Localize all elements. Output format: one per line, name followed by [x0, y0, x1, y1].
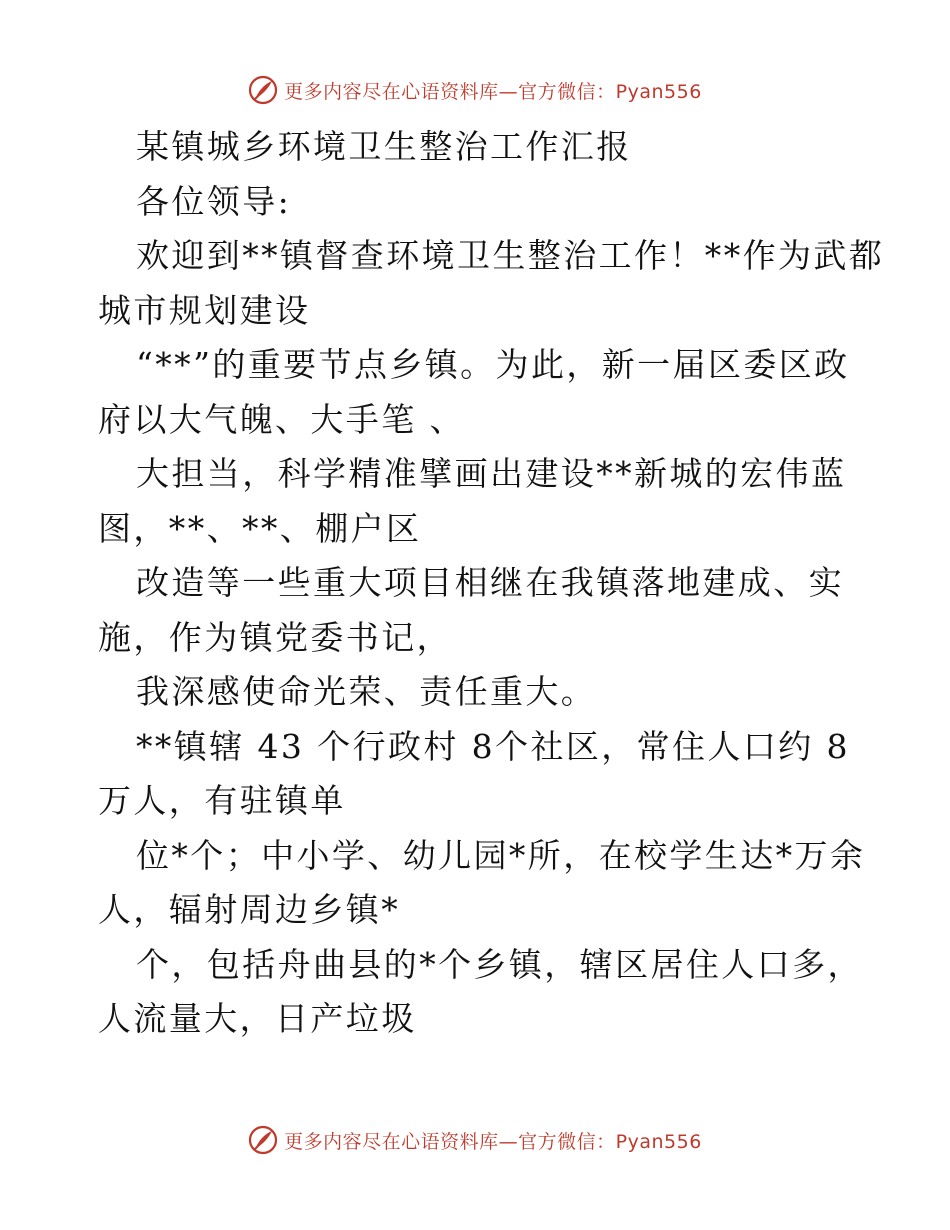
paragraph-line: 我深感使命光荣、责任重大。	[136, 672, 597, 711]
paragraph-line: “**”的重要节点乡镇。为此，新一届区委区政	[136, 345, 850, 384]
feather-pen-logo-icon	[248, 75, 278, 105]
document-title: 某镇城乡环境卫生整治工作汇报	[136, 127, 632, 166]
footer-watermark	[0, 1120, 950, 1160]
paragraph-line: **镇辖 43 个行政村 8个社区，常住人口约 8	[136, 726, 850, 766]
header-watermark	[0, 70, 950, 110]
paragraph-line: 个，包括舟曲县的*个乡镇，辖区居住人口多，	[136, 944, 863, 984]
paragraph-line: 万人，有驻镇单	[98, 781, 346, 820]
document-body	[98, 120, 885, 1047]
watermark-text: 更多内容尽在心语资料库—官方微信：Pyan556	[284, 80, 702, 103]
watermark-text: 更多内容尽在心语资料库—官方微信：Pyan556	[284, 1130, 702, 1153]
feather-pen-logo-icon	[248, 1125, 278, 1155]
paragraph-line: 府以大气魄、大手笔 、	[98, 399, 465, 439]
paragraph-line: 位*个；中小学、幼儿园*所，在校学生达*万余	[136, 835, 866, 875]
paragraph-line: 大担当，科学精准擘画出建设**新城的宏伟蓝	[136, 454, 847, 493]
paragraph-line: 人流量大，日产垃圾	[98, 999, 417, 1038]
paragraph-line: 改造等一些重大项目相继在我镇落地建成、实	[136, 563, 844, 602]
paragraph-line: 施，作为镇党委书记，	[98, 617, 452, 657]
paragraph-line: 欢迎到**镇督查环境卫生整治工作！**作为武都	[136, 236, 885, 275]
paragraph-line: 图，**、**、棚户区	[98, 508, 422, 548]
paragraph-line: 各位领导:	[136, 181, 292, 221]
paragraph-line: 人，辐射周边乡镇*	[98, 890, 401, 929]
paragraph-line: 城市规划建设	[98, 290, 311, 330]
